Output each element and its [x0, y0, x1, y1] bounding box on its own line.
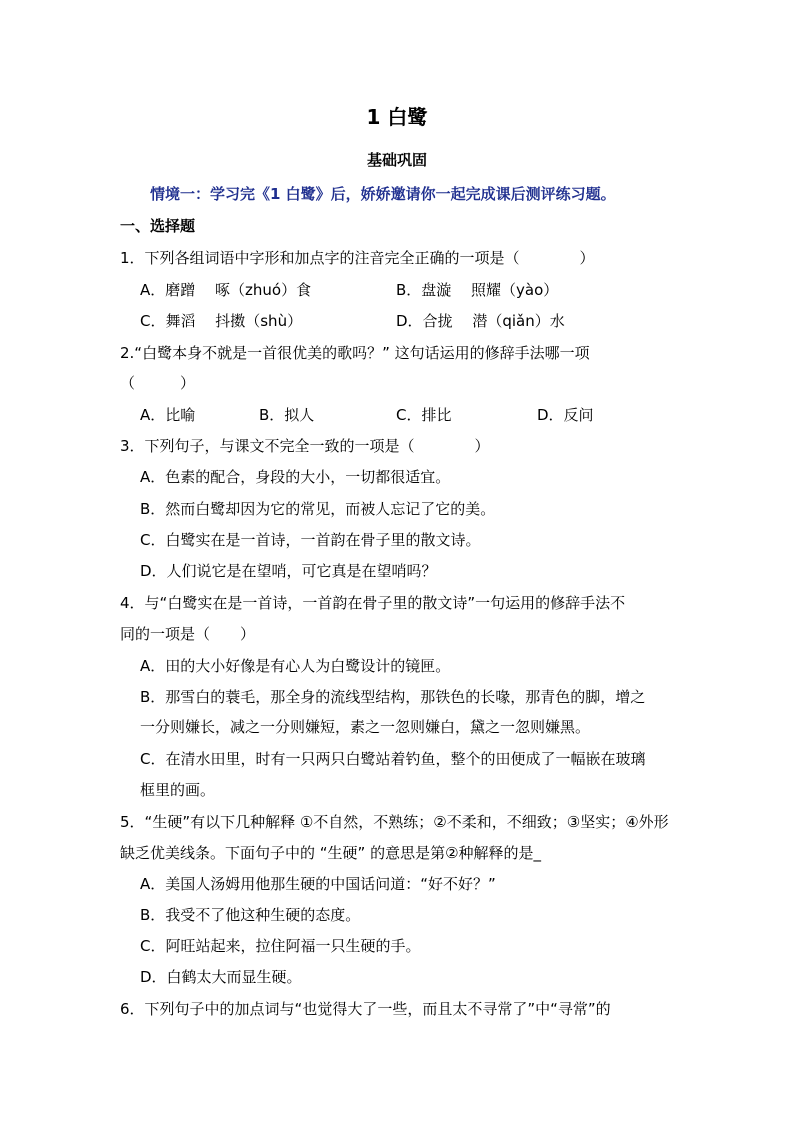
question-1-option-b: B．盘漩 照耀（yào）: [396, 281, 559, 299]
page-title: 1 白鹭: [366, 105, 428, 129]
question-5-option-d: D．白鹤太大而显生硬。: [140, 968, 302, 986]
question-1-stem: 1．下列各组词语中字形和加点字的注音完全正确的一项是（ ）: [120, 249, 595, 267]
question-1-option-a: A．磨蹭 啄（zhuó）食: [140, 281, 312, 299]
question-4-stem-line-1: 4．与“白鹭实在是一首诗，一首韵在骨子里的散文诗”一句运用的修辞手法不: [120, 594, 626, 612]
question-2-stem-line-1: 2.“白鹭本身不就是一首很优美的歌吗？” 这句话运用的修辞手法哪一项: [120, 344, 590, 362]
question-2-option-b: B．拟人: [259, 406, 315, 424]
question-4-option-b-line-2: 一分则嫌长，减之一分则嫌短，素之一忽则嫌白，黛之一忽则嫌黑。: [140, 718, 591, 736]
scenario-text: 情境一：学习完《1 白鹭》后，娇娇邀请你一起完成课后测评练习题。: [150, 185, 616, 203]
question-4-option-a: A．田的大小好像是有心人为白鹭设计的镜匣。: [140, 657, 451, 675]
question-4-option-c-line-1: C．在清水田里，时有一只两只白鹭站着钓鱼，整个的田便成了一幅嵌在玻璃: [140, 750, 646, 768]
question-5-option-a: A．美国人汤姆用他那生硬的中国话问道：“好不好？”: [140, 875, 496, 893]
question-2-option-a: A．比喻: [140, 406, 196, 424]
question-4-option-c-line-2: 框里的画。: [140, 781, 216, 799]
question-3-option-c: C．白鹭实在是一首诗，一首韵在骨子里的散文诗。: [140, 531, 481, 549]
question-2-option-c: C．排比: [396, 406, 452, 424]
question-4-option-b-line-1: B．那雪白的蓑毛，那全身的流线型结构，那铁色的长喙，那青色的脚，增之: [140, 688, 646, 706]
question-1-option-d: D．合拢 潜（qiǎn）水: [396, 312, 565, 330]
question-3-stem: 3．下列句子，与课文不完全一致的一项是（ ）: [120, 437, 490, 455]
question-1-option-c: C．舞滔 抖擞（shù）: [140, 312, 303, 330]
question-3-option-b: B．然而白鹭却因为它的常见，而被人忘记了它的美。: [140, 500, 496, 518]
question-3-option-d: D．人们说它是在望哨，可它真是在望哨吗？: [140, 562, 437, 580]
question-5-stem-line-2: 缺乏优美线条。下面句子中的 “生硬” 的意思是第②种解释的是_: [120, 844, 542, 862]
question-6-stem: 6．下列句子中的加点词与“也觉得大了一些，而且太不寻常了”中“寻常”的: [120, 1000, 611, 1018]
section-heading: 一、选择题: [120, 217, 196, 235]
question-4-stem-line-2: 同的一项是（ ）: [120, 625, 256, 643]
question-2-stem-line-2: （ ）: [120, 374, 196, 392]
question-5-option-b: B．我受不了他这种生硬的态度。: [140, 906, 361, 924]
question-2-option-d: D．反问: [537, 406, 594, 424]
section-subtitle: 基础巩固: [366, 151, 427, 169]
question-5-option-c: C．阿旺站起来，拉住阿福一只生硬的手。: [140, 937, 421, 955]
question-5-stem-line-1: 5．“生硬”有以下几种解释 ①不自然，不熟练；②不柔和，不细致；③坚实；④外形: [120, 813, 669, 831]
question-3-option-a: A．色素的配合，身段的大小，一切都很适宜。: [140, 468, 451, 486]
